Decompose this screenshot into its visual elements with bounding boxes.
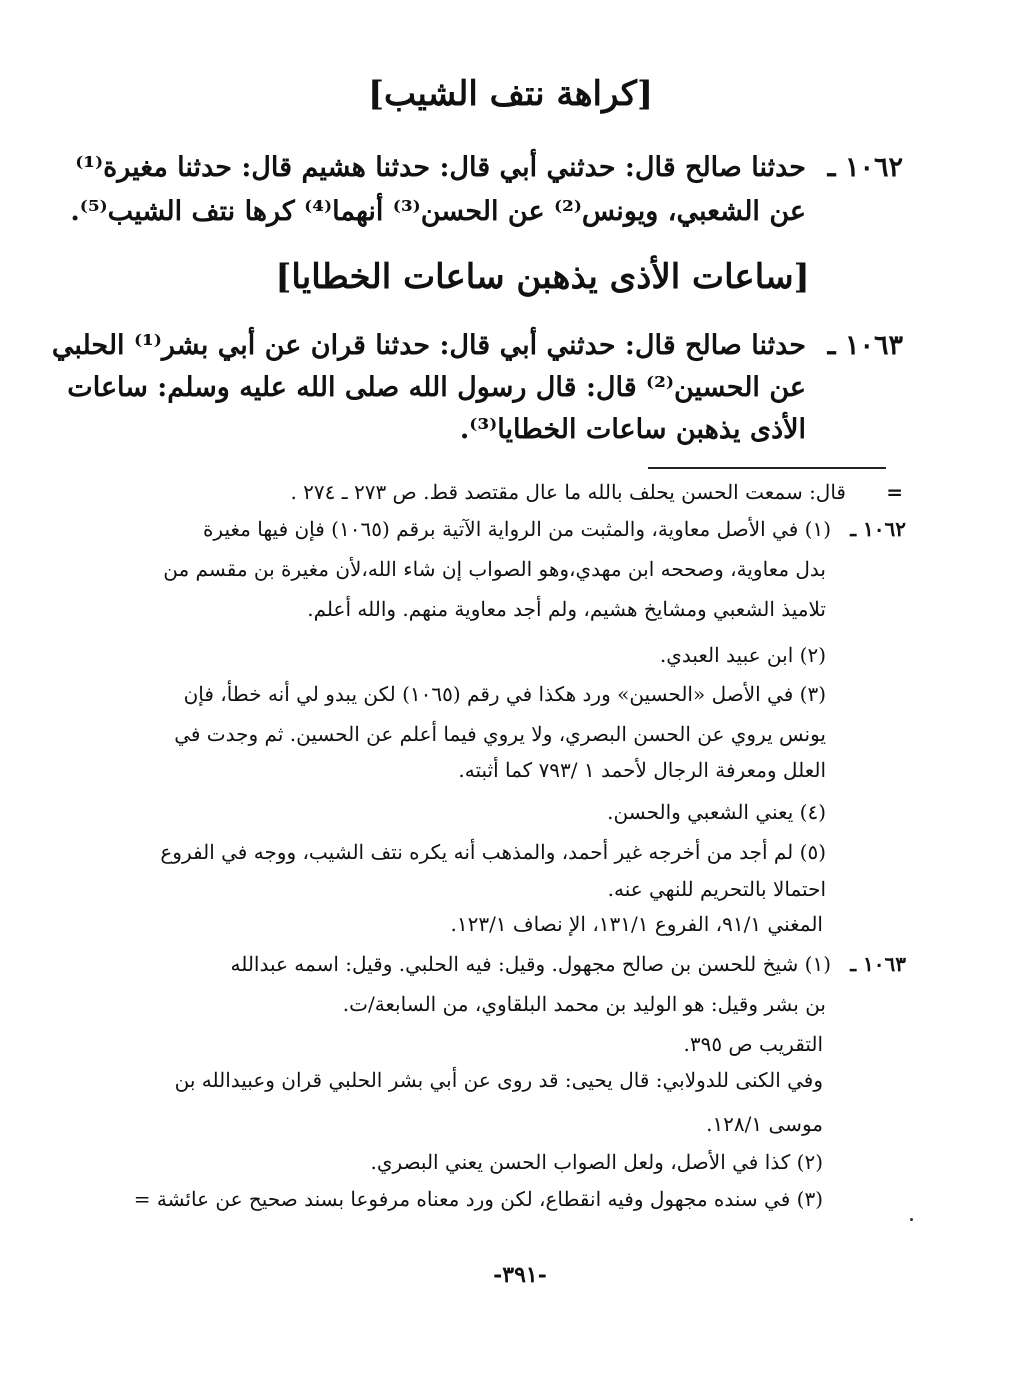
footnote-1062-line: (٤) يعني الشعبي والحسن.: [607, 800, 826, 824]
heading-karahat-natf-alshayb: [كراهة نتف الشيب]: [367, 74, 654, 114]
entry-1062-line-2: عن الشعبي، ويونس⁽²⁾ عن الحسن⁽³⁾ أنهما⁽⁴⁾ كرها نتف الشيب⁽⁵⁾.: [70, 196, 806, 227]
footnote-1063-number: ١٠٦٣ ـ: [850, 952, 906, 976]
entry-1062-number: ١٠٦٢ ـ: [827, 152, 903, 183]
page-number: -٣٩١-: [493, 1262, 547, 1288]
entry-1063-line-1: حدثنا صالح قال: حدثني أبي قال: حدثنا قران عن أبي بشر⁽¹⁾ الحلبي: [51, 330, 806, 361]
footnote-1062-line: (٢) ابن عبيد العبدي.: [659, 643, 826, 667]
footnote-1062-line: يونس يروي عن الحسن البصري، ولا يروي فيما أعلم عن الحسين. ثم وجدت في: [174, 722, 826, 746]
footnote-1062-line: بدل معاوية، وصححه ابن مهدي،وهو الصواب إن شاء الله،لأن مغيرة بن مقسم من: [163, 557, 826, 581]
heading-saat-aladha: [ساعات الأذى يذهبن ساعات الخطايا]: [275, 257, 810, 297]
footnote-1062-line: المغني ٩١/١، الفروع ١٣١/١، الإ نصاف ١٢٣/١.: [450, 912, 823, 936]
footnote-separator: [648, 467, 886, 469]
footnote-1062-line: (٣) في الأصل «الحسين» ورد هكذا في رقم (١٠٦٥) لكن يبدو لي أنه خطأ، فإن: [183, 682, 826, 706]
footnote-1062-line: (٥) لم أجد من أخرجه غير أحمد، والمذهب أنه يكره نتف الشيب، ووجه في الفروع: [160, 840, 826, 864]
footnote-1063-line: موسى ١٢٨/١.: [706, 1112, 823, 1136]
footnote-1062-number: ١٠٦٢ ـ: [850, 517, 906, 541]
entry-1063-line-2: عن الحسين⁽²⁾ قال: قال رسول الله صلى الله عليه وسلم: ساعات: [67, 372, 806, 403]
footnote-1062-line: (١) في الأصل معاوية، والمثبت من الرواية الآتية برقم (١٠٦٥) فإن فيها مغيرة: [202, 517, 831, 541]
footnote-1063-line: (١) شيخ للحسن بن صالح مجهول. وقيل: فيه الحلبي. وقيل: اسمه عبدالله: [230, 952, 831, 976]
footnote-1062-line: العلل ومعرفة الرجال لأحمد ١ /٧٩٣ كما أثبته.: [458, 758, 826, 782]
entry-1062-line-1: حدثنا صالح قال: حدثني أبي قال: حدثنا هشيم قال: حدثنا مغيرة⁽¹⁾: [75, 152, 806, 183]
footnote-continuation-mark: =: [886, 480, 903, 504]
footnote-1062-line: تلاميذ الشعبي ومشايخ هشيم، ولم أجد معاوية منهم. والله أعلم.: [307, 597, 826, 621]
footnote-1063-line: بن بشر وقيل: هو الوليد بن محمد البلقاوي، من السابعة/ت.: [342, 992, 826, 1016]
entry-1063-line-3: الأذى يذهبن ساعات الخطايا⁽³⁾.: [459, 414, 806, 445]
footnote-1063-line: وفي الكنى للدولابي: قال يحيى: قد روى عن أبي بشر الحلبي قران وعبيدالله بن: [174, 1068, 823, 1092]
footnote-1063-line: (٢) كذا في الأصل، ولعل الصواب الحسن يعني البصري.: [370, 1150, 823, 1174]
footnote-1063-line: (٣) في سنده مجهول وفيه انقطاع، لكن ورد معناه مرفوعا بسند صحيح عن عائشة =: [133, 1187, 823, 1211]
footnote-continuation-text: قال: سمعت الحسن يحلف بالله ما عال مقتصد قط. ص ٢٧٣ ـ ٢٧٤ .: [290, 480, 846, 504]
entry-1063-number: ١٠٦٣ ـ: [827, 330, 903, 361]
scan-speck: [910, 1218, 913, 1221]
footnote-1063-line: التقريب ص ٣٩٥.: [683, 1032, 823, 1056]
footnote-1062-line: احتمالا بالتحريم للنهي عنه.: [607, 877, 826, 901]
